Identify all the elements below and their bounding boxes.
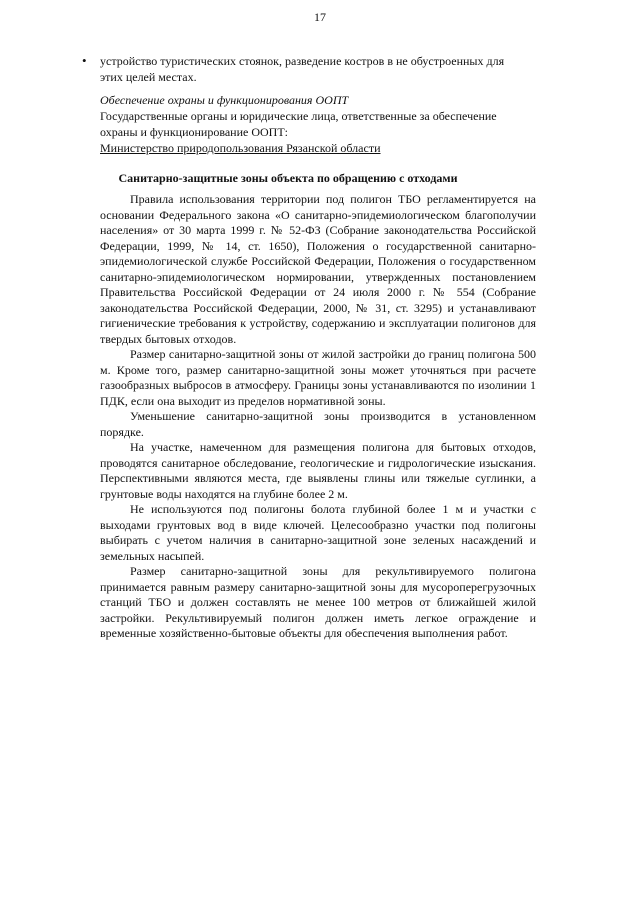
bullet-text: устройство туристических стоянок, разведение костров в не обустроенных для этих целей местах. [100, 54, 505, 84]
bullet-icon: • [82, 53, 87, 68]
protection-heading: Обеспечение охраны и функционирования ООПТ [100, 93, 349, 107]
protection-info [100, 92, 518, 156]
bullet-list [82, 53, 518, 85]
paragraph: Не используются под полигоны болота глубиной более 1 м и участки с выходами грунтовых вод в виде ключей. Целесообразно участки под полигоны выбирать с учетом наличия в санитарно-защитной зоне зеленых насаждений и земельных насыпей. [100, 502, 536, 563]
paragraph: Размер санитарно-защитной зоны для рекультивируемого полигона принимается равным размеру санитарно-защитной зоны для мусороперегрузочных станций ТБО и должен составлять не менее 100 метров от ближайшей жилой застройки. Рекультивируемый полигон должен иметь легкое ограждение и временные хозяйственно-бытовые объекты для обеспечения выполнения работ. [100, 564, 536, 640]
section-heading: Санитарно-защитные зоны объекта по обращению с отходами [118, 171, 458, 185]
paragraph: Уменьшение санитарно-защитной зоны производится в установленном порядке. [100, 409, 536, 439]
ministry-name: Министерство природопользования Рязанской области [100, 141, 381, 155]
protection-text: Государственные органы и юридические лица, ответственные за обеспечение охраны и функционирование ООПТ: [100, 109, 497, 139]
paragraph: Правила использования территории под полигон ТБО регламентируется на основании Федерального закона «О санитарно-эпидемиологическом благополучии населения» от 30 марта 1999 г. № 52-ФЗ (Собрание законодательства Российской Федерации, 1999, № 14, ст. 1650), Положения о государственной санитарно-эпидемиологической службе Российской Федерации, Положения о государственном санитарно-эпидемиологическом нормировании, утвержденных постановлением Правительства Российской Федерации от 24 июля 2000 г. № 554 (Собрание законодательства Российской Федерации, 2000, № 31, ст. 3295) и устанавливают гигиенические требования к устройству, содержанию и эксплуатации полигонов для твердых бытовых отходов. [100, 192, 536, 346]
page-number: 17 [314, 10, 326, 24]
list-item [82, 53, 518, 85]
body-text [100, 192, 536, 642]
paragraph: На участке, намеченном для размещения полигона для бытовых отходов, проводятся санитарное обследование, геологические и гидрологические изыскания. Перспективными являются места, где выявлены глины или тяжелые суглинки, а грунтовые воды находятся на глубине более 2 м. [100, 440, 536, 501]
paragraph: Размер санитарно-защитной зоны от жилой застройки до границ полигона 500 м. Кроме того, размер санитарно-защитной зоны может уточняться при расчете газообразных выбросов в атмосферу. Границы зоны устанавливаются по изолинии 1 ПДК, если она выходит из пределов нормативной зоны. [100, 347, 536, 408]
